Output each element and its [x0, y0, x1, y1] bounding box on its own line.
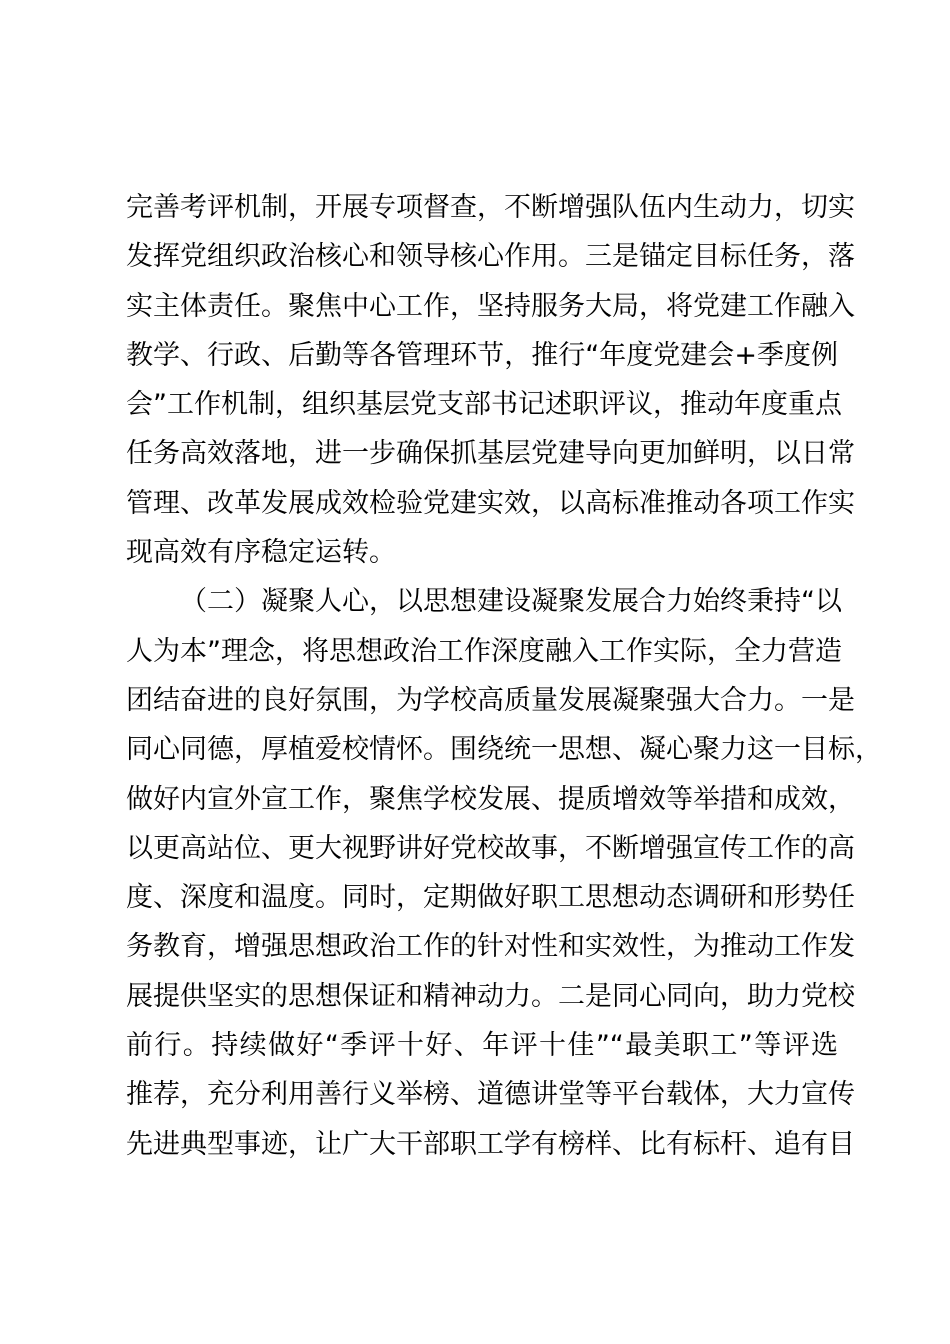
text-line: 度、深度和温度。同时，定期做好职工思想动态调研和形势任	[126, 882, 855, 914]
text-line: 同心同德，厚植爱校情怀。围绕统一思想、凝心聚力这一目标，	[126, 734, 882, 766]
text-line: 推荐，充分利用善行义举榜、道德讲堂等平台载体，大力宣传	[126, 1079, 855, 1111]
text-line: 教学、行政、后勤等各管理环节，推行“年度党建会+季度例	[126, 339, 838, 371]
text-line: 会”工作机制，组织基层党支部书记述职评议，推动年度重点	[126, 389, 842, 421]
text-line: 展提供坚实的思想保证和精神动力。二是同心同向，助力党校	[126, 980, 855, 1012]
text-line: 任务高效落地，进一步确保抓基层党建导向更加鲜明，以日常	[126, 438, 855, 470]
text-line: 完善考评机制，开展专项督查，不断增强队伍内生动力，切实	[126, 192, 855, 223]
text-line: 做好内宣外宣工作，聚焦学校发展、提质增效等举措和成效，	[126, 783, 855, 815]
body-text	[126, 183, 882, 1169]
paragraph-1	[126, 183, 855, 577]
text-line: 实主体责任。聚焦中心工作，坚持服务大局，将党建工作融入	[126, 290, 855, 322]
text-line: 人为本”理念，将思想政治工作深度融入工作实际，全力营造	[126, 635, 842, 667]
text-line: 团结奋进的良好氛围，为学校高质量发展凝聚强大合力。一是	[126, 684, 855, 716]
text-line: （二）凝聚人心，以思想建设凝聚发展合力始终秉持“以	[180, 586, 842, 618]
text-line: 前行。持续做好“季评十好、年评十佳”“最美职工”等评选	[126, 1030, 838, 1062]
text-line: 先进典型事迹，让广大干部职工学有榜样、比有标杆、追有目	[126, 1128, 855, 1160]
text-line: 现高效有序稳定运转。	[126, 537, 396, 569]
text-line: 务教育，增强思想政治工作的针对性和实效性，为推动工作发	[126, 931, 855, 963]
text-line: 发挥党组织政治核心和领导核心作用。三是锚定目标任务，落	[126, 241, 855, 273]
text-line: 以更高站位、更大视野讲好党校故事，不断增强宣传工作的高	[126, 832, 855, 864]
text-line: 管理、改革发展成效检验党建实效，以高标准推动各项工作实	[126, 487, 855, 519]
paragraph-2	[126, 577, 882, 1169]
